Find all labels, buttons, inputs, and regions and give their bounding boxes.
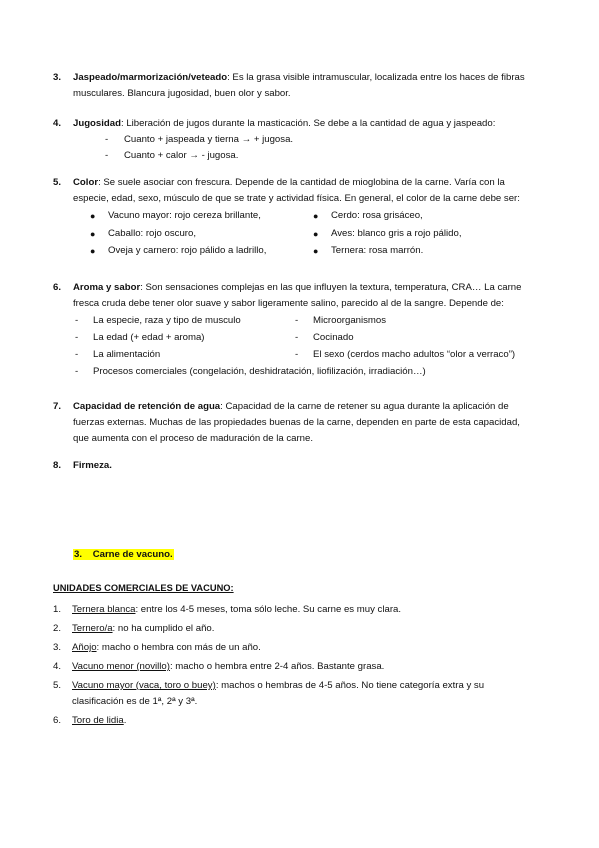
sub-item: Cuanto + jaspeada y tierna → + jugosa.	[124, 134, 294, 145]
color-list-item: Caballo: rojo oscuro,	[108, 228, 196, 239]
item-text: : Es la grasa visible intramuscular, localizada entre los haces de fibras	[227, 72, 525, 83]
item-title: Jugosidad	[73, 118, 121, 129]
section-heading	[73, 547, 174, 563]
aroma-factor: Microorganismos	[313, 315, 387, 326]
item-text: musculares. Blancura jugosidad, buen olor y sabor.	[73, 88, 291, 99]
aroma-factor: La alimentación	[93, 349, 161, 360]
item-text: : Capacidad de la carne de retener su agua durante la aplicación de	[220, 401, 509, 412]
bullet-marker: ●	[90, 246, 96, 256]
property-item-marbling	[53, 70, 543, 102]
unit-description: .	[123, 715, 127, 726]
item-number: 5.	[53, 177, 62, 188]
dash-marker: -	[75, 366, 79, 377]
dash-marker: -	[75, 332, 79, 343]
dash-marker: -	[75, 315, 79, 326]
aroma-factor: El sexo (cerdos macho adultos “olor a verraco”)	[313, 349, 516, 360]
item-text: que aumenta con el proceso de maduración de la carne.	[73, 433, 313, 444]
item-text: fresca cruda debe tener olor suave y sabor ligeramente salino, parecido al de la sangre. Depende de:	[73, 298, 504, 309]
unit-term: Vacuno menor (novillo)	[72, 661, 170, 672]
item-number: 8.	[53, 460, 62, 471]
aroma-factor: Procesos comerciales (congelación, deshidratación, liofilización, irradiación…)	[93, 366, 426, 377]
bullet-marker: ●	[313, 246, 319, 256]
units-heading: UNIDADES COMERCIALES DE VACUNO:	[53, 583, 234, 593]
unit-term: Ternero/a	[72, 623, 113, 634]
section-number: 3.	[74, 549, 83, 560]
unit-description: : entre los 4-5 meses, toma sólo leche. Su carne es muy clara.	[135, 604, 402, 615]
bullet-marker: ●	[313, 229, 319, 239]
item-number: 4.	[53, 118, 62, 129]
unit-term: Toro de lidia	[72, 715, 124, 726]
dash-marker: -	[75, 349, 79, 360]
color-list-item: Oveja y carnero: rojo pálido a ladrillo,	[108, 245, 267, 256]
unit-description: : machos o hembras de 4-5 años. No tiene categoría extra y su	[215, 680, 485, 691]
color-list-item: Cerdo: rosa grisáceo,	[331, 210, 423, 221]
item-text: : Son sensaciones complejas en las que influyen la textura, temperatura, CRA… La carne	[140, 282, 522, 293]
property-item-firmness	[53, 458, 543, 474]
item-text: especie, edad, sexo, músculo de que se trate y actividad física. En general, el color de la carne debe ser:	[73, 193, 520, 204]
item-title: Aroma y sabor	[73, 282, 141, 293]
list-number: 2.	[53, 623, 62, 634]
dash-marker: -	[295, 349, 299, 360]
bullet-marker: ●	[313, 211, 319, 221]
color-list-item: Aves: blanco gris a rojo pálido,	[331, 228, 462, 239]
item-title: Color	[73, 177, 99, 188]
unit-description: : macho o hembra con más de un año.	[96, 642, 261, 653]
dash-marker: -	[295, 315, 299, 326]
color-list-item: Ternera: rosa marrón.	[331, 245, 424, 256]
item-title: Capacidad de retención de agua	[73, 401, 221, 412]
item-text: fuerzas externas. Muchas de las propiedades buenas de la carne, dependen en parte de esta capacidad,	[73, 417, 520, 428]
item-number: 3.	[53, 72, 62, 83]
unit-description: : macho o hembra entre 2-4 años. Bastante grasa.	[169, 661, 385, 672]
aroma-factor: La edad (+ edad + aroma)	[93, 332, 205, 343]
color-list-item: Vacuno mayor: rojo cereza brillante,	[108, 210, 261, 221]
bullet-marker: ●	[90, 211, 96, 221]
list-number: 6.	[53, 715, 62, 726]
sub-item: Cuanto + calor → - jugosa.	[124, 150, 239, 161]
unit-description: clasificación es de 1ª, 2ª y 3ª.	[72, 696, 198, 707]
dash-marker: -	[105, 134, 109, 145]
aroma-factor: La especie, raza y tipo de musculo	[93, 315, 241, 326]
item-text: : Liberación de jugos durante la masticación. Se debe a la cantidad de agua y jaspeado:	[120, 118, 496, 129]
dash-marker: -	[105, 150, 109, 161]
item-text: : Se suele asociar con frescura. Depende de la cantidad de mioglobina de la carne. Varía con la	[98, 177, 505, 188]
property-item-color	[53, 175, 543, 256]
property-item-juiciness	[53, 116, 543, 161]
list-number: 4.	[53, 661, 62, 672]
property-item-aroma	[53, 280, 543, 377]
item-title: Firmeza.	[73, 460, 112, 471]
property-item-water-retention	[53, 399, 543, 447]
item-title: Jaspeado/marmorización/veteado	[73, 72, 228, 83]
list-number: 3.	[53, 642, 62, 653]
section-title: Carne de vacuno.	[92, 549, 173, 560]
list-number: 1.	[53, 604, 62, 615]
list-number: 5.	[53, 680, 62, 691]
item-number: 7.	[53, 401, 62, 412]
unit-term: Añojo	[72, 642, 97, 653]
unit-description: : no ha cumplido el año.	[112, 623, 215, 634]
item-number: 6.	[53, 282, 62, 293]
bullet-marker: ●	[90, 229, 96, 239]
dash-marker: -	[295, 332, 299, 343]
unit-term: Vacuno mayor (vaca, toro o buey)	[72, 680, 216, 691]
unit-term: Ternera blanca	[72, 604, 136, 615]
aroma-factor: Cocinado	[313, 332, 354, 343]
